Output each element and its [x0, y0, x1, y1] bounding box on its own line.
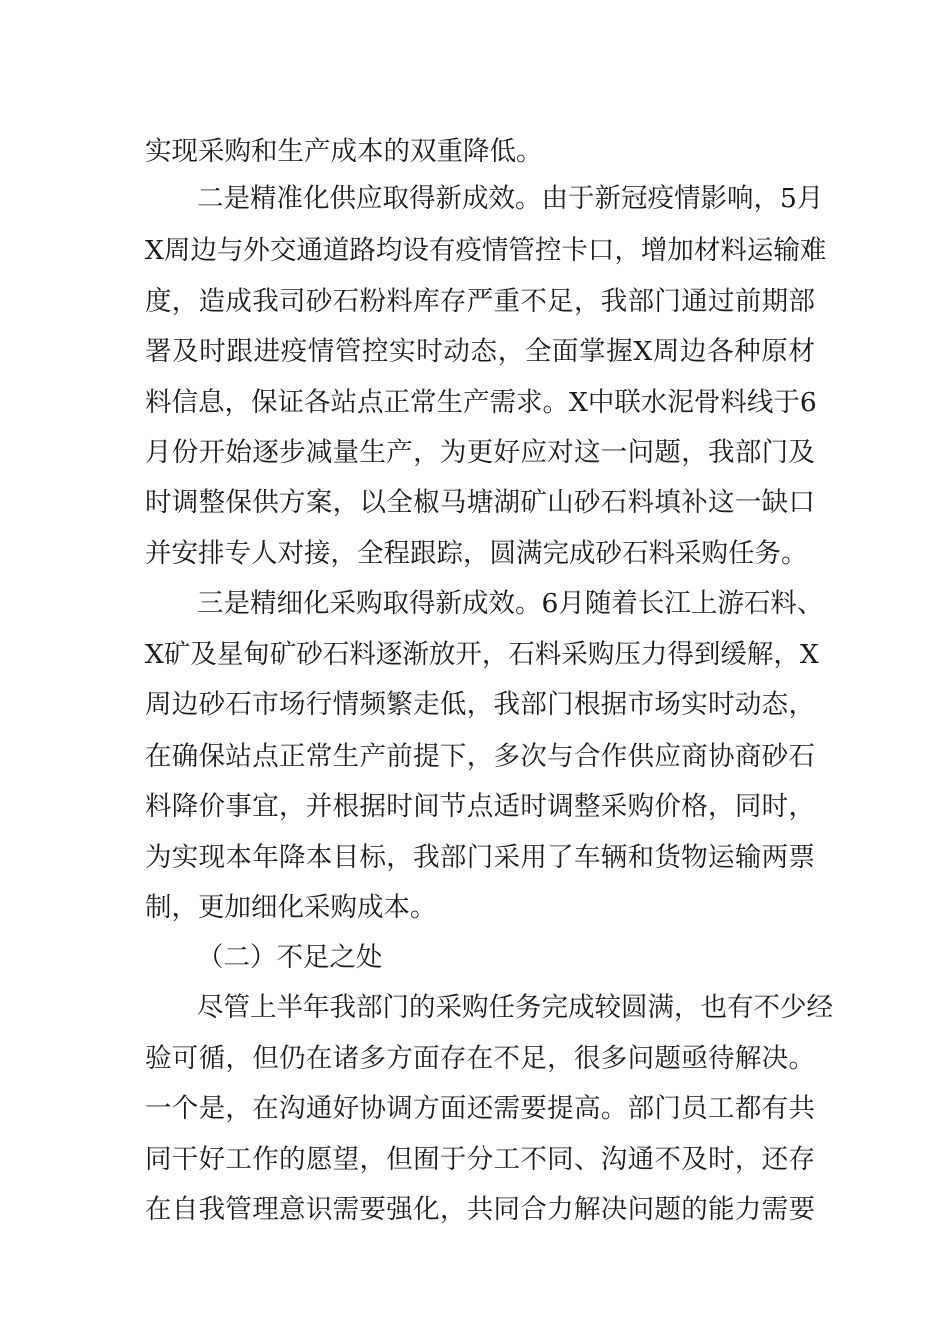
paragraph-start-line: 二是精准化供应取得新成效。由于新冠疫情影响，5月: [197, 183, 824, 214]
text-line: 制，更加细化采购成本。: [145, 892, 437, 923]
text-line: 料降价事宜，并根据时间节点适时调整采购价格，同时，: [145, 791, 815, 822]
text-line: 料信息，保证各站点正常生产需求。X中联水泥骨料线于6: [145, 387, 817, 418]
text-line: 周边砂石市场行情频繁走低，我部门根据市场实时动态，: [145, 689, 815, 720]
paragraph-start-line: 三是精细化采购取得新成效。6月随着长江上游石料、: [197, 588, 824, 619]
text-line: 实现采购和生产成本的双重降低。: [145, 136, 543, 167]
text-line: 验可循，但仍在诸多方面存在不足，很多问题亟待解决。: [145, 1043, 815, 1074]
text-line: 同干好工作的愿望，但囿于分工不同、沟通不及时，还存: [145, 1144, 815, 1175]
text-line: 为实现本年降本目标，我部门采用了车辆和货物运输两票: [145, 842, 815, 873]
text-line: 月份开始逐步减量生产，为更好应对这一问题，我部门及: [145, 437, 815, 468]
text-line: 并安排专人对接，全程跟踪，圆满完成砂石料采购任务。: [145, 538, 808, 569]
text-line: 度，造成我司砂石粉料库存严重不足，我部门通过前期部: [145, 286, 815, 317]
section-heading: （二）不足之处: [197, 942, 383, 973]
text-line: 署及时跟进疫情管控实时动态，全面掌握X周边各种原材: [145, 336, 815, 367]
paragraph-start-line: 尽管上半年我部门的采购任务完成较圆满，也有不少经: [197, 992, 833, 1023]
text-line: 在确保站点正常生产前提下，多次与合作供应商协商砂石: [145, 741, 815, 772]
text-line: 在自我管理意识需要强化，共同合力解决问题的能力需要: [145, 1194, 815, 1225]
text-line: X矿及星甸矿砂石料逐渐放开，石料采购压力得到缓解，X: [145, 639, 819, 670]
text-line: 时调整保供方案，以全椒马塘湖矿山砂石料填补这一缺口: [145, 487, 815, 518]
text-line: X周边与外交通道路均设有疫情管控卡口，增加材料运输难: [145, 235, 827, 266]
text-line: 一个是，在沟通好协调方面还需要提高。部门员工都有共: [145, 1093, 815, 1124]
